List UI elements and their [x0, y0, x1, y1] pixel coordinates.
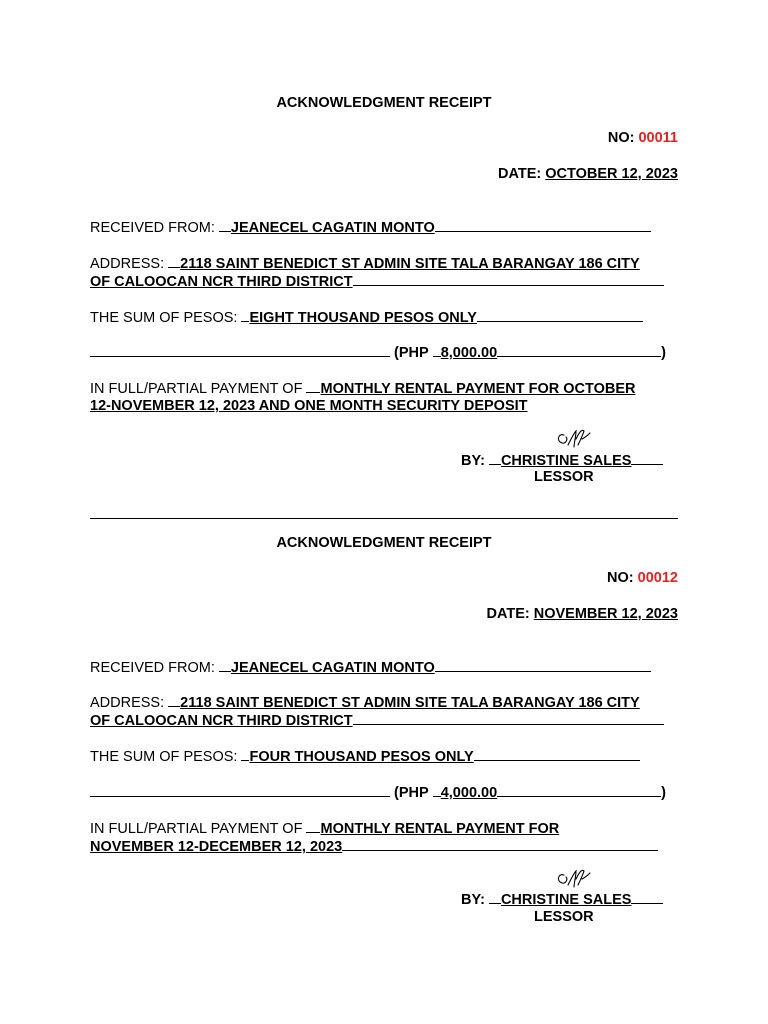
php-value: 4,000.00: [440, 785, 498, 801]
address-row-2: [90, 272, 678, 291]
address-label: ADDRESS:: [90, 695, 165, 711]
underline-fill: [489, 451, 501, 465]
by-label: BY:: [461, 892, 485, 908]
php-label: (PHP: [394, 785, 429, 801]
divider: [90, 518, 678, 519]
lessor-role: LESSOR: [534, 469, 594, 485]
address-row: [90, 693, 678, 712]
received-from-label: RECEIVED FROM:: [90, 660, 215, 676]
receipt-number: [90, 569, 678, 587]
underline-fill: [306, 379, 320, 393]
sum-label: THE SUM OF PESOS:: [90, 310, 238, 326]
received-from-row: [90, 218, 678, 237]
payment-label: IN FULL/PARTIAL PAYMENT OF: [90, 381, 303, 397]
underline-fill: [168, 254, 180, 268]
php-row: [90, 343, 678, 362]
receipt-number-value: 00012: [637, 570, 678, 586]
underline-fill: [631, 890, 663, 904]
underline-fill: [497, 343, 661, 357]
signature-image: [554, 867, 594, 891]
underline-fill: [433, 343, 441, 357]
sum-label: THE SUM OF PESOS:: [90, 749, 238, 765]
underline-fill: [353, 272, 664, 286]
received-from-value: JEANECEL CAGATIN MONTO: [230, 660, 435, 676]
payment-line-2: NOVEMBER 12-DECEMBER 12, 2023: [90, 839, 343, 855]
sum-row: [90, 308, 678, 327]
payment-row: [90, 379, 678, 398]
underline-fill: [168, 693, 180, 707]
receipt-date-label: DATE:: [486, 606, 530, 622]
receipt-number: [90, 129, 678, 147]
lessor-name: CHRISTINE SALES: [500, 453, 632, 469]
underline-fill: [353, 711, 664, 725]
address-row-2: [90, 711, 678, 730]
receipt-date-value: OCTOBER 12, 2023: [545, 166, 678, 182]
underline-fill: [433, 783, 441, 797]
php-close: ): [661, 785, 667, 801]
underline-fill: [219, 218, 231, 232]
receipt-date: [90, 605, 678, 623]
received-from-label: RECEIVED FROM:: [90, 220, 215, 236]
payment-row-2: [90, 397, 678, 415]
sum-value: FOUR THOUSAND PESOS ONLY: [249, 749, 474, 765]
underline-fill: [497, 783, 661, 797]
lessor-role: LESSOR: [534, 909, 594, 925]
receipt-date-label: DATE:: [498, 166, 542, 182]
receipt-number-value: 00011: [638, 130, 678, 146]
underline-fill: [435, 658, 651, 672]
underline-fill: [489, 890, 501, 904]
address-label: ADDRESS:: [90, 256, 165, 272]
php-label: (PHP: [394, 345, 429, 361]
underline-fill: [90, 343, 390, 357]
payment-line-1: MONTHLY RENTAL PAYMENT FOR: [320, 821, 560, 837]
underline-fill: [474, 747, 640, 761]
payment-label: IN FULL/PARTIAL PAYMENT OF: [90, 821, 303, 837]
signed-by-row: [461, 890, 663, 909]
receipt-title: ACKNOWLEDGMENT RECEIPT: [276, 535, 492, 551]
sum-value: EIGHT THOUSAND PESOS ONLY: [249, 310, 477, 326]
payment-row-2: [90, 837, 678, 856]
payment-row: [90, 819, 678, 838]
receipt-title: ACKNOWLEDGMENT RECEIPT: [276, 95, 492, 111]
lessor-name: CHRISTINE SALES: [500, 892, 632, 908]
underline-fill: [219, 658, 231, 672]
underline-fill: [631, 451, 663, 465]
receipt-number-label: NO:: [607, 570, 634, 586]
php-value: 8,000.00: [440, 345, 498, 361]
address-line-1: 2118 SAINT BENEDICT ST ADMIN SITE TALA BARANGAY 186 CITY: [180, 695, 640, 711]
underline-fill: [306, 819, 320, 833]
address-row: [90, 254, 678, 273]
underline-fill: [342, 837, 658, 851]
underline-fill: [90, 783, 390, 797]
signature-image: [554, 427, 594, 451]
by-label: BY:: [461, 453, 485, 469]
php-row: [90, 783, 678, 802]
underline-fill: [435, 218, 651, 232]
payment-line-1: MONTHLY RENTAL PAYMENT FOR OCTOBER: [320, 381, 636, 397]
receipt-date: [90, 165, 678, 183]
php-close: ): [661, 345, 667, 361]
sum-row: [90, 747, 678, 766]
receipt-number-label: NO:: [607, 130, 635, 146]
address-line-1: 2118 SAINT BENEDICT ST ADMIN SITE TALA BARANGAY 186 CITY: [180, 256, 640, 272]
receipt-date-value: NOVEMBER 12, 2023: [533, 606, 678, 622]
address-line-2: OF CALOOCAN NCR THIRD DISTRICT: [90, 713, 353, 729]
underline-fill: [477, 308, 643, 322]
address-line-2: OF CALOOCAN NCR THIRD DISTRICT: [90, 274, 353, 290]
received-from-value: JEANECEL CAGATIN MONTO: [230, 220, 435, 236]
received-from-row: [90, 658, 678, 677]
payment-line-2: 12-NOVEMBER 12, 2023 AND ONE MONTH SECURITY DEPOSIT: [90, 398, 528, 414]
